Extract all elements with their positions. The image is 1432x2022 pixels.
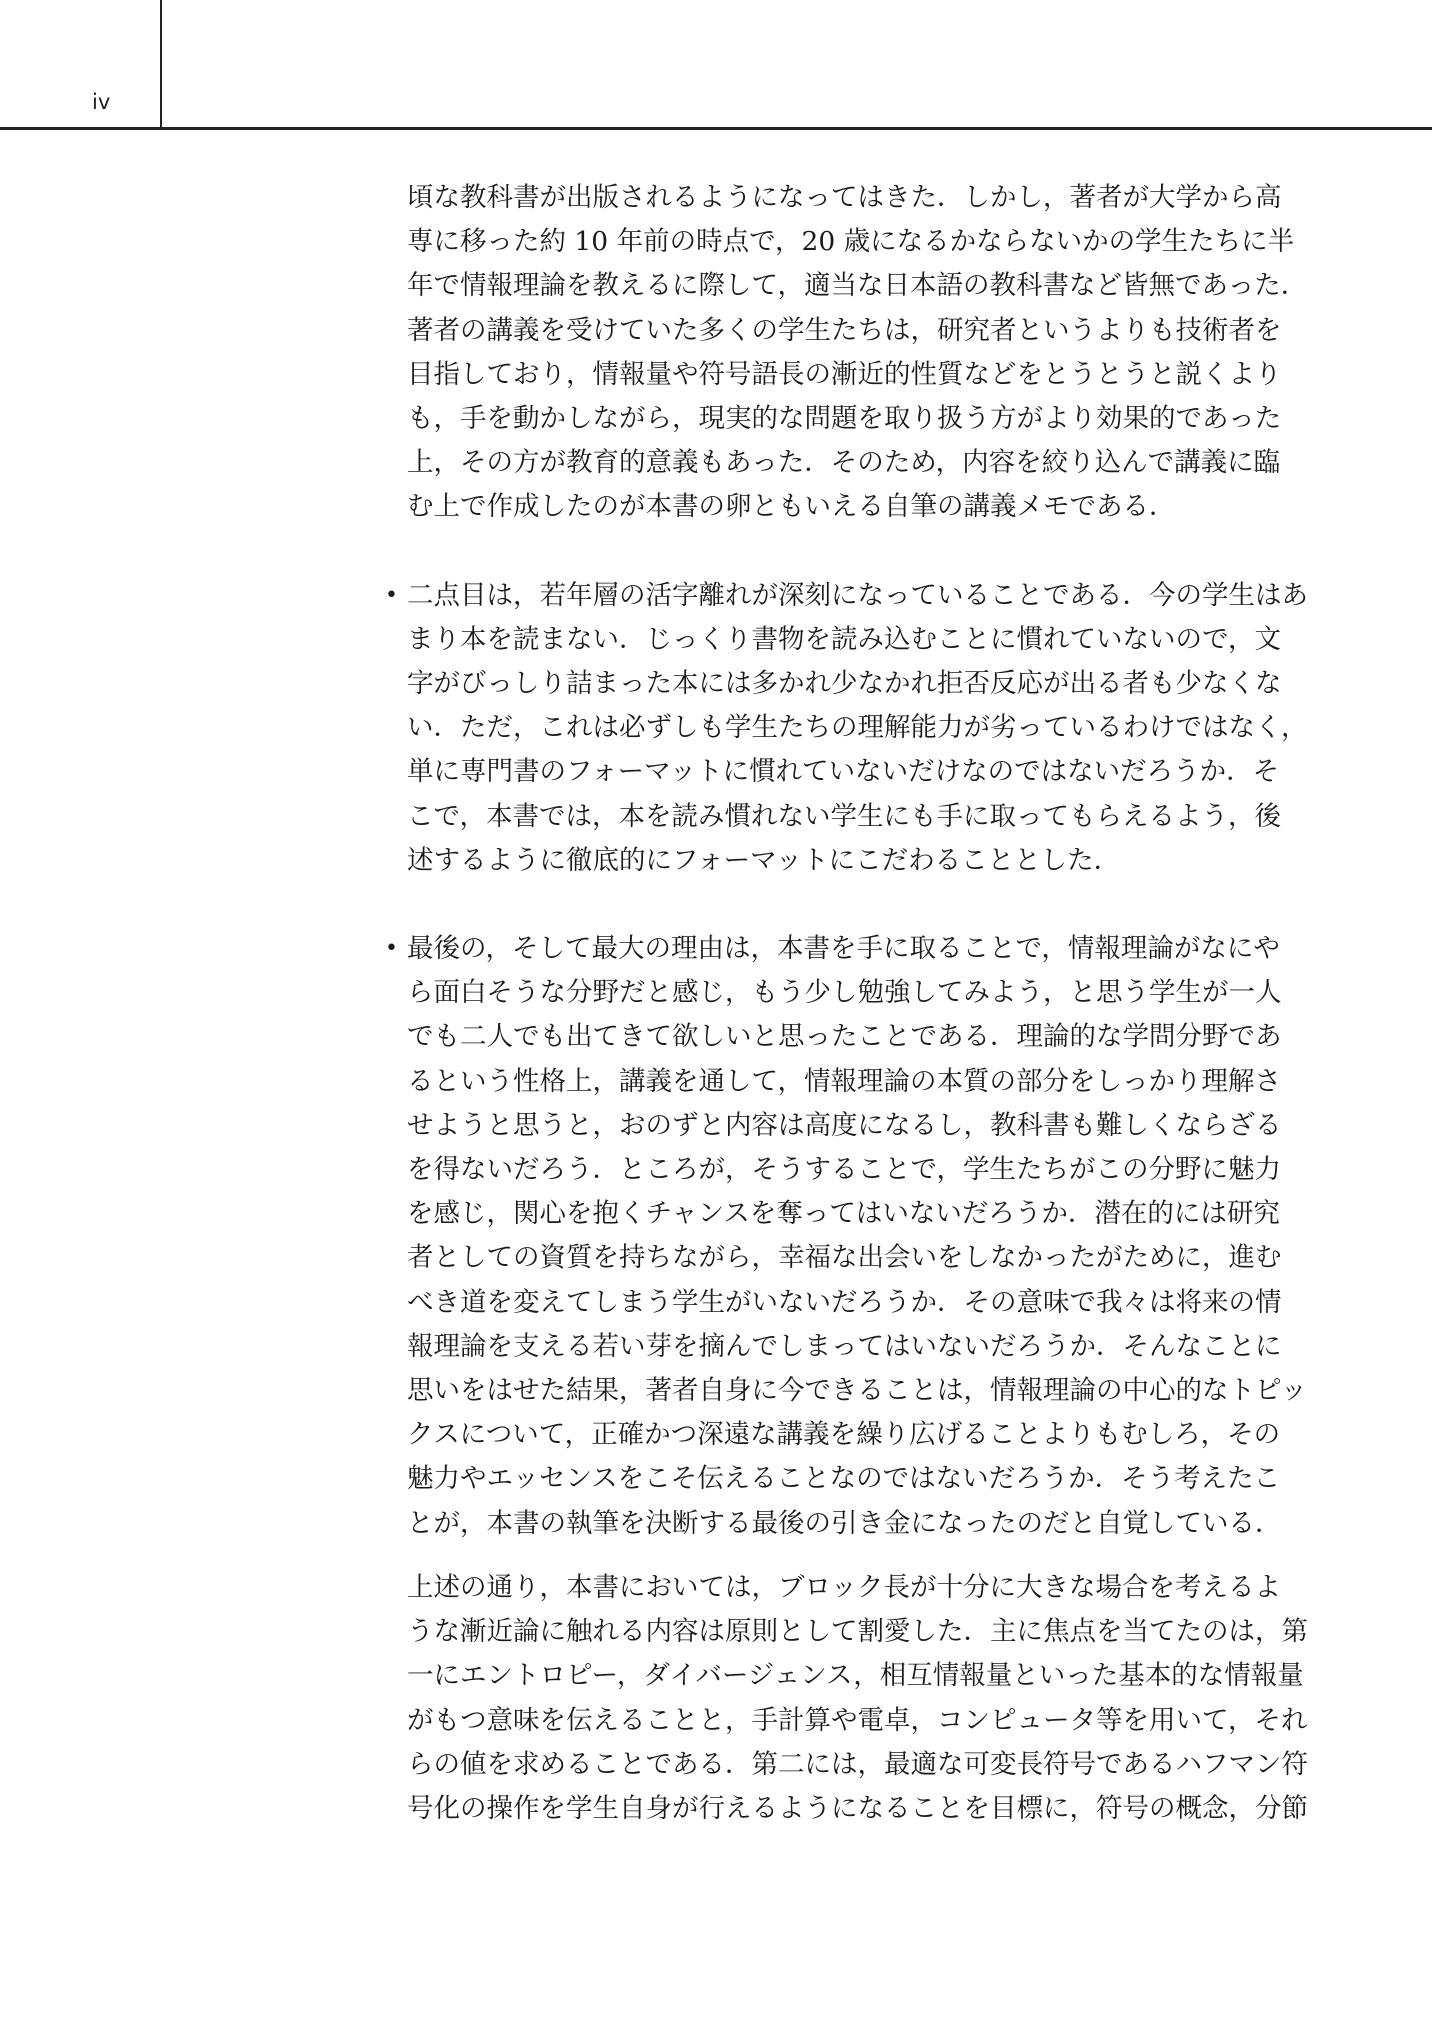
text-line: とが，本書の執筆を決断する最後の引き金になったのだと自覚している． [407,1507,1282,1539]
text-line: がもつ意味を伝えることと，手計算や電卓，コンピュータ等を用いて，それ [407,1704,1308,1736]
text-line: ら面白そうな分野だと感じ，もう少し勉強してみよう，と思う学生が一人 [407,977,1282,1009]
text-line: せようと思うと，おのずと内容は高度になるし，教科書も難しくならざる [407,1109,1282,1141]
bullet-icon: • [385,936,398,962]
text-line: 目指しており，情報量や符号語長の漸近的性質などをとうとうと説くより [407,358,1282,390]
text-line: 最後の，そして最大の理由は，本書を手に取ることで，情報理論がなにや [407,933,1280,965]
text-line: 述するように徹底的にフォーマットにこだわることとした． [407,844,1121,876]
text-line: こで，本書では，本を読み慣れない学生にも手に取ってもらえるよう，後 [407,800,1281,832]
bullet-item-second-point [385,574,1308,883]
text-line: 専に移った約 10 年前の時点で，20 歳になるかならないかの学生たちに半 [407,226,1295,258]
page-header [0,0,1432,130]
text-line: べき道を変えてしまう学生がいないだろうか．その意味で我々は将来の情 [407,1286,1282,1318]
closing-paragraph [385,1566,1308,1831]
text-line: 号化の操作を学生自身が行えるようになることを目標に，符号の概念，分節 [407,1792,1308,1824]
text-line: 字がびっしり詰まった本には多かれ少なかれ拒否反応が出る者も少なくな [407,668,1282,700]
text-line: でも二人でも出てきて欲しいと思ったことである．理論的な学問分野であ [407,1021,1282,1053]
text-line: を感じ，関心を抱くチャンスを奪ってはいないだろうか．潜在的には研究 [407,1198,1280,1230]
text-line: クスについて，正確かつ深遠な講義を繰り広げることよりもむしろ，その [407,1419,1281,1451]
text-line: も，手を動かしながら，現実的な問題を取り扱う方がより効果的であった [407,403,1282,435]
text-line: 二点目は，若年層の活字離れが深刻になっていることである．今の学生はあ [407,579,1308,611]
text-line: るという性格上，講義を通して，情報理論の本質の部分をしっかり理解さ [407,1065,1281,1097]
text-line: まり本を読まない．じっくり書物を読み込むことに慣れていないので，文 [407,623,1281,655]
text-line: 上述の通り，本書においては，ブロック長が十分に大きな場合を考えるよ [407,1571,1281,1603]
text-line: 魅力やエッセンスをこそ伝えることなのではないだろうか．そう考えたこ [407,1463,1281,1495]
page-number: iv [92,90,111,114]
text-line: 著者の講義を受けていた多くの学生たちは，研究者というよりも技術者を [407,314,1282,346]
text-line: 者としての資質を持ちながら，幸福な出会いをしなかったがために，進む [407,1242,1282,1274]
header-horizontal-rule [0,127,1432,130]
text-line: 報理論を支える若い芽を摘んでしまってはいないだろうか．そんなことに [407,1330,1282,1362]
text-line: 年で情報理論を教えるに際して，適当な日本語の教科書など皆無であった． [407,270,1308,302]
continued-paragraph [385,176,1308,530]
bullet-icon: • [385,582,398,608]
body-text [385,176,1308,1831]
text-line: 頃な教科書が出版されるようになってはきた．しかし，著者が大学から高 [407,182,1282,213]
text-line: を得ないだろう．ところが，そうすることで，学生たちがこの分野に魅力 [407,1154,1281,1186]
text-line: い．ただ，これは必ずしも学生たちの理解能力が劣っているわけではなく， [407,712,1308,744]
text-line: 思いをはせた結果，著者自身に今できることは，情報理論の中心的なトピッ [407,1375,1307,1407]
bullet-item-final-reason [385,927,1307,1546]
text-line: 単に専門書のフォーマットに慣れていないだけなのではないだろうか．そ [407,756,1280,788]
header-vertical-rule [160,0,162,128]
text-line: 一にエントロピー，ダイバージェンス，相互情報量といった基本的な情報量 [407,1660,1304,1692]
text-line: 上，その方が教育的意義もあった．そのため，内容を絞り込んで講義に臨 [407,447,1281,479]
text-line: うな漸近論に触れる内容は原則として割愛した．主に焦点を当てたのは，第 [407,1616,1308,1648]
text-line: らの値を求めることである．第二には，最適な可変長符号であるハフマン符 [407,1748,1308,1780]
text-line: む上で作成したのが本書の卵ともいえる自筆の講義メモである． [407,491,1176,523]
